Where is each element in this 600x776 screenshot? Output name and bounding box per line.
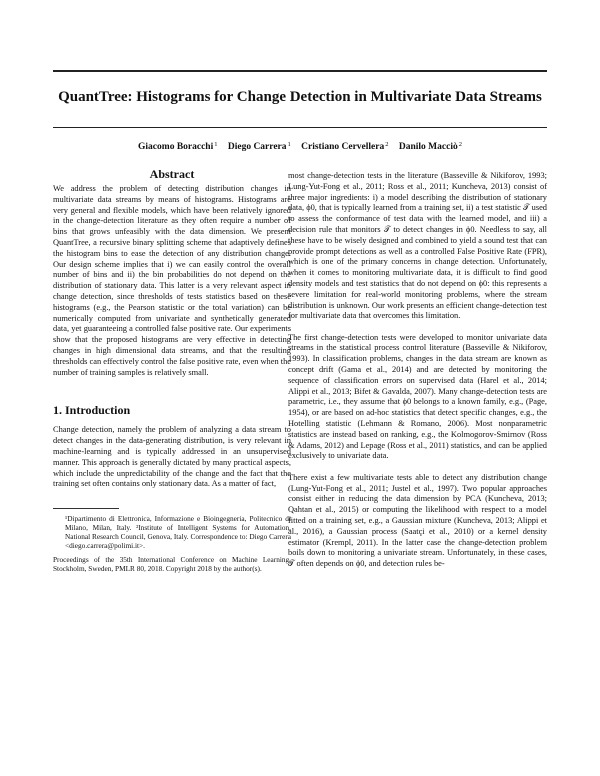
author: Cristiano Cervellera$^2$ xyxy=(301,141,389,152)
abstract-text: We address the problem of detecting distribution changes in multivariate data streams by means of histograms. Histograms are very general and flexible models, which have been relatively ignored in the change-detection literature as they often require a number of bins that grows unfeasibly with the data dimension. We present QuantTree, a recursive binary splitting scheme that adaptively defines the histogram bins to ease the detection of any distribution change. Our design scheme implies that i) we can easily control the overall number of bins and ii) the bin probabilities do not depend on the distribution of stationary data. This latter is a very relevant aspect in change detection, since thresholds of tests statistics based on these histograms (e.g., the Pearson statistic or the total variation) can be numerically computed from univariate and synthetically generated data, yet guaranteeing a controlled false positive rate. Our experiments show that the proposed histograms are very effective in detecting changes in high dimensional data streams, and that the resulting thresholds can effectively control the false positive rate, even when the number of training samples is relatively small. xyxy=(53,184,291,377)
intro-paragraph: Change detection, namely the problem of analyzing a data stream to detect changes in the data-generating distribution, is very relevant in machine-learning and is typically addressed in an unsupervised manner. This approach is generally dictated by many practical aspects, which include the unpredictability of the change and the fact that the training set often contains only stationary data. As a matter of fact, xyxy=(53,425,291,489)
footnote-rule xyxy=(53,508,119,509)
paper-title: QuantTree: Histograms for Change Detection in Multivariate Data Streams xyxy=(58,89,542,105)
author-list xyxy=(53,139,547,153)
author: Giacomo Boracchi$^1$ xyxy=(138,141,218,152)
body-paragraph: There exist a few multivariate tests able to detect any distribution change (Lung-Yut-Fong et al., 2011; Justel et al., 1997). Two popular approaches consist either in reducing the data dimension by PCA (Kuncheva, 2013; Qahtan et al., 2015) or computing the likelihood with respect to a model fitted on a training set, e.g., a Gaussian mixture (Kuncheva, 2013; Alippi et al., 2016), a Gaussian process (Saatçi et al., 2010) or a kernel density estimator (Krempl, 2011). In the latter case the change-detection problem boils down to monitoring a univariate stream. Unfortunately, in these cases, 𝒯 often depends on ϕ0, and detection rules be- xyxy=(288,472,547,569)
body-paragraph: most change-detection tests in the literature (Basseville & Nikiforov, 1993; Lung-Yut-Fong et al., 2011; Ross et al., 2011; Kuncheva, 2013) consist of three major ingredients: i) a model describing the distribution of stationary data, ϕ0, that is typically learned from a training set, ii) a test statistic 𝒯 used to assess the conformance of test data with the learned model, and iii) a decision rule that monitors 𝒯 to detect changes in ϕ0. Needless to say, all these have to be wisely designed and combined to yield a sound test that can provide prompt detections as well as a controlled False Positive Rate (FPR), which is one of the primary concerns in change detection. Unfortunately, when it comes to monitoring multivariate data, it is difficult to find good density models and test statistics that do not depend on ϕ0: this represents a severe limitation for real-world monitoring problems, where the stream distribution is unknown. Our work presents an efficient change-detection test for multivariate data that overcomes this limitation. xyxy=(288,171,547,321)
top-rule xyxy=(53,70,547,72)
affiliation-footnote: ¹Dipartimento di Elettronica, Informazione e Bioingegneria, Politecnico di Milano, Milan, Italy. ²Institute of Intelligent Systems for Automation, National Research Council, Genova, Italy. Correspondence to: Diego Carrera <diego.carrera@polimi.it>. xyxy=(65,514,291,551)
title-bottom-rule xyxy=(53,127,547,128)
proceedings-note: Proceedings of the 35th International Conference on Machine Learning, Stockholm, Sweden, PMLR 80, 2018. Copyright 2018 by the author(s). xyxy=(53,554,291,573)
section-heading: 1. Introduction xyxy=(53,403,131,418)
author: Danilo Macciò$^2$ xyxy=(398,141,462,152)
left-column xyxy=(53,166,291,573)
author: Diego Carrera$^1$ xyxy=(227,141,291,152)
right-column xyxy=(288,171,547,580)
abstract-heading: Abstract xyxy=(149,167,195,181)
body-paragraph: The first change-detection tests were developed to monitor univariate data streams in the statistical process control literature (Basseville & Nikiforov, 1993). In classification problems, changes in the data stream are known as concept drift (Gama et al., 2014) and are detected by monitoring the sequence of classification errors on supervised data (Harel et al., 2014; Alippi et al., 2013; Bifet & Gavalda, 2007). Many change-detection tests are parametric, i.e., they assume that ϕ0 belongs to a known family, e.g., (Page, 1954), or are based on ad-hoc statistics that detect specific changes, e.g., the Hotelling statistic (Lehmann & Romano, 2006). Most nonparametric statistics are instead based on ranking, e.g., the Kolmogorov-Smirnov (Ross & Adams, 2012) and Lepage (Ross et al., 2011) statistics, and can be applied exclusively to univariate data. xyxy=(288,332,547,461)
